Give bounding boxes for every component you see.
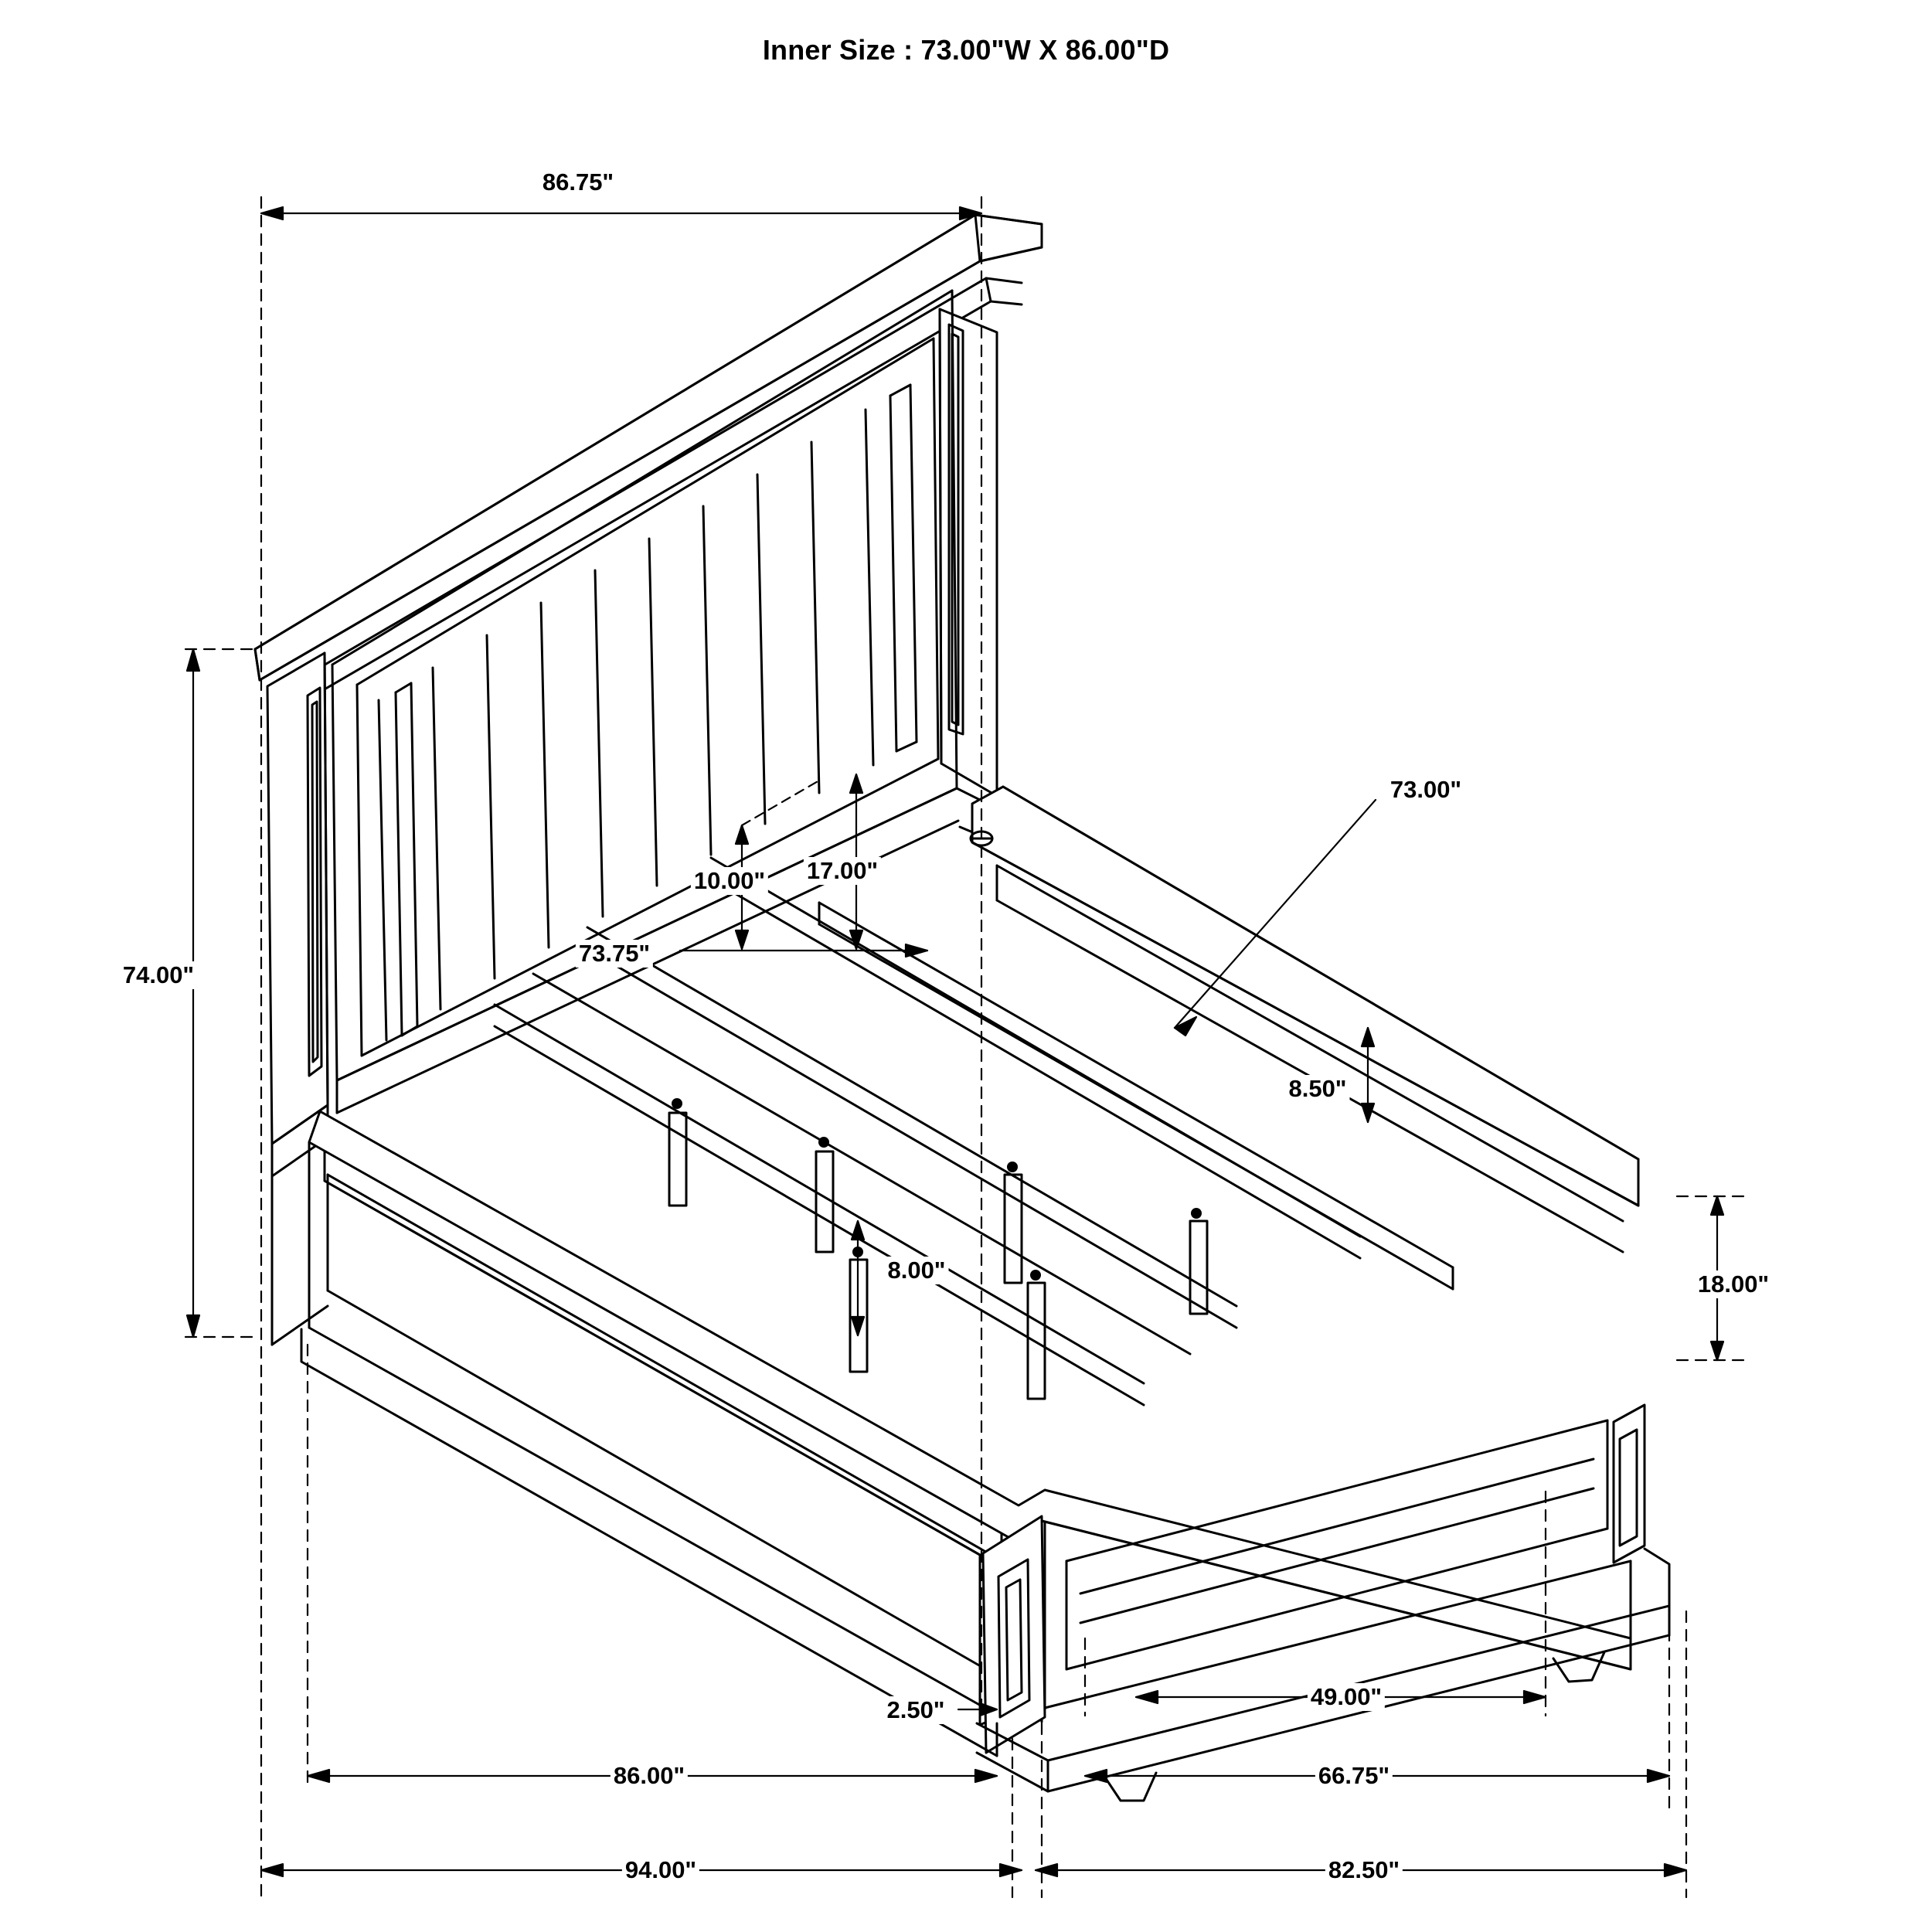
dim-label-headboard-inner-height: 17.00" <box>804 857 881 885</box>
headboard-left-post <box>267 653 328 1144</box>
dim-label-overall-width: 82.50" <box>1325 1856 1403 1884</box>
headboard-right-post <box>940 309 997 796</box>
dim-73.75 <box>680 944 927 957</box>
dim-label-footboard-panel-width: 49.00" <box>1308 1683 1385 1711</box>
center-support-beam <box>819 903 1453 1289</box>
slat-fasteners <box>672 1098 1202 1281</box>
dim-74.00 <box>187 649 199 1337</box>
dim-label-rail-inner-width: 73.00" <box>1387 776 1464 804</box>
dim-label-headboard-inner-width: 73.75" <box>576 940 653 968</box>
page-title: Inner Size : 73.00"W X 86.00"D <box>762 34 1170 66</box>
headboard-molding <box>272 278 1022 717</box>
dim-label-footboard-base-offset: 2.50" <box>883 1696 947 1724</box>
footboard-right-post <box>1614 1405 1645 1563</box>
dim-label-overall-length: 94.00" <box>622 1856 699 1884</box>
dim-label-footboard-outer-width: 66.75" <box>1315 1762 1393 1790</box>
dim-label-headboard-top-width: 86.75" <box>539 168 617 196</box>
headboard-beaded-pilaster-left <box>396 683 417 1036</box>
dim-8.00 <box>852 1221 864 1335</box>
dim-label-headboard-panel-height: 10.00" <box>691 867 768 895</box>
dim-label-slat-leg-height: 8.00" <box>884 1257 948 1284</box>
footboard-base-left <box>301 1329 997 1756</box>
headboard-beaded-pilaster-right <box>890 385 917 751</box>
footboard-top-cap <box>309 1111 1631 1669</box>
footboard-corner-post <box>983 1516 1045 1753</box>
dim-86.75 <box>261 207 981 219</box>
headboard-top-cap <box>255 215 1042 680</box>
dim-label-slat-clearance: 8.50" <box>1285 1075 1349 1103</box>
right-side-rail <box>972 787 1638 1206</box>
dim-label-overall-height: 74.00" <box>120 961 197 989</box>
dim-label-footboard-height: 18.00" <box>1695 1270 1772 1298</box>
dim-label-side-rail-length: 86.00" <box>611 1762 688 1790</box>
